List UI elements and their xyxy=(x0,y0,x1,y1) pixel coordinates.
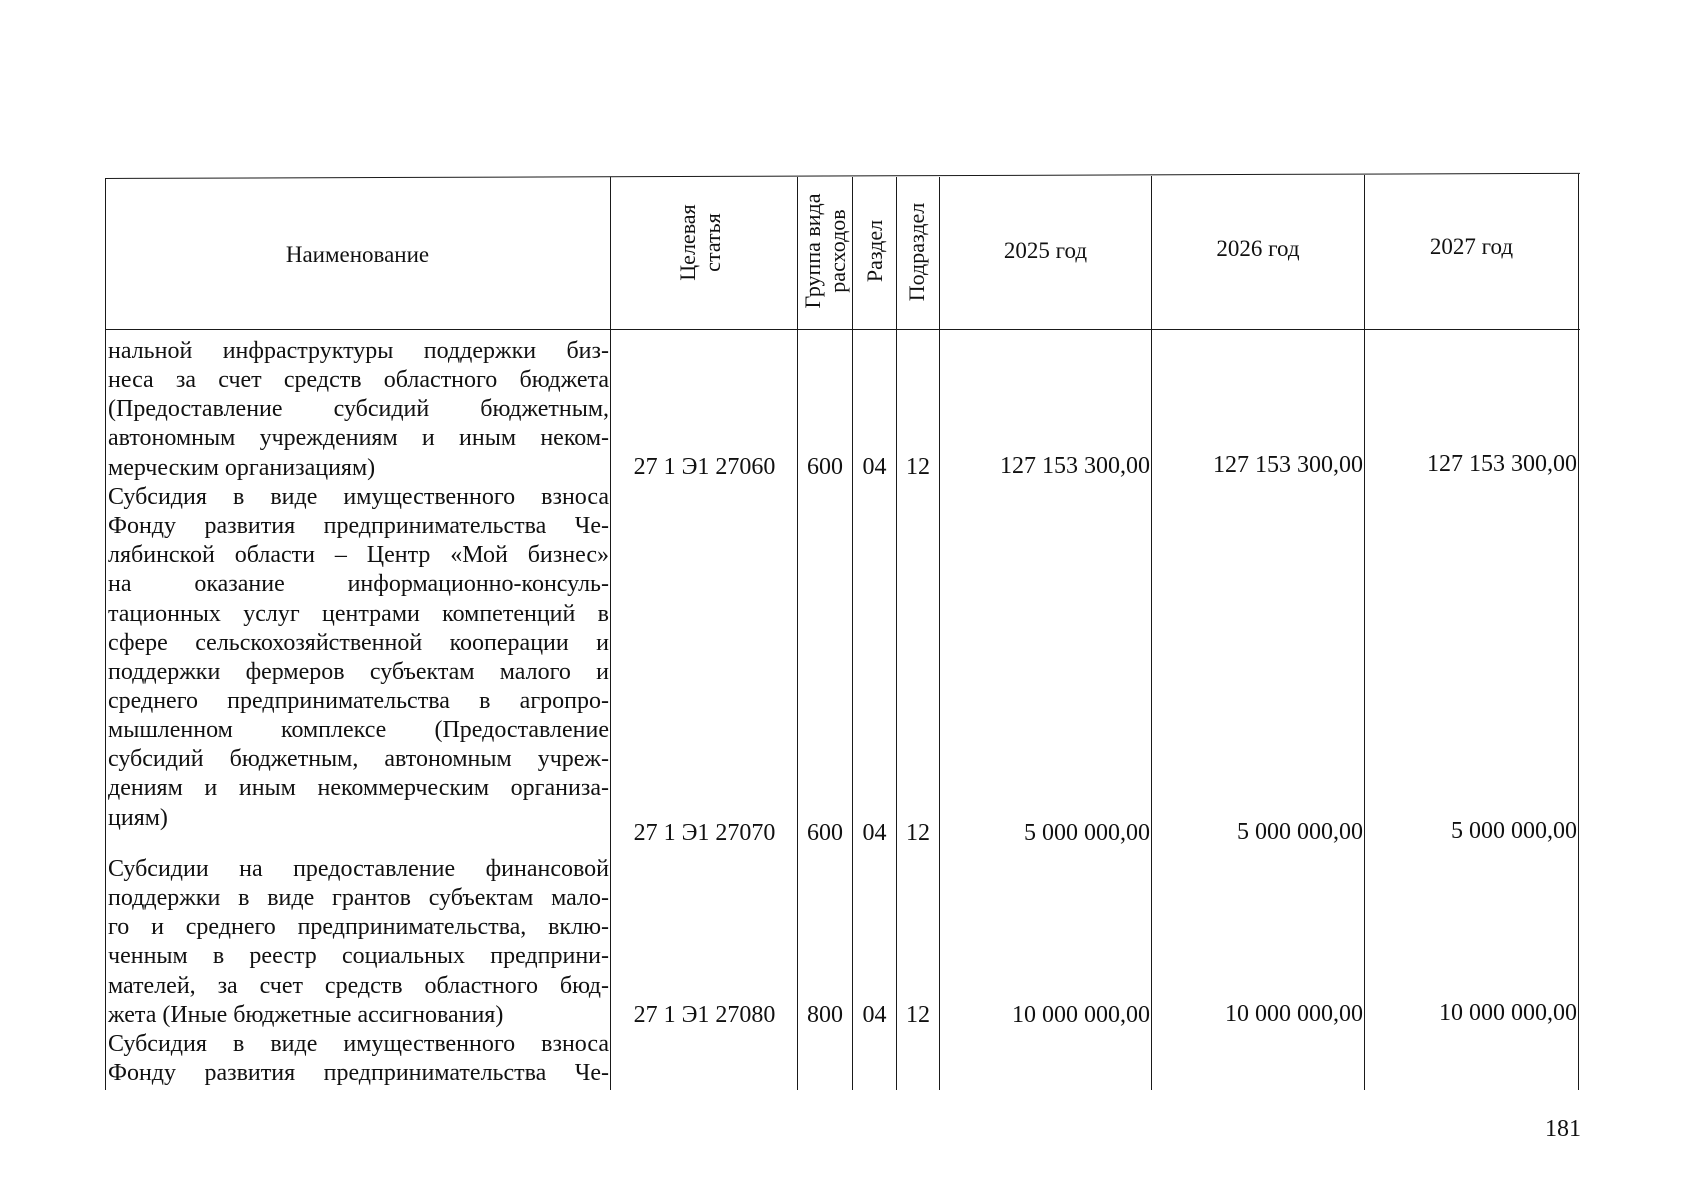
col-divider-group xyxy=(852,177,853,1090)
col-divider-section xyxy=(896,177,897,1090)
row-2-line-8: среднего предпринимательства в агропро- xyxy=(108,687,609,714)
row-1-line-3: (Предоставление субсидий бюджетным, xyxy=(108,396,609,423)
col-divider-2026 xyxy=(1364,175,1365,1090)
row-2-line-6: сфере сельскохозяйственной кооперации и xyxy=(108,629,609,656)
row-1-group: 600 xyxy=(807,454,843,480)
row-3-line-1: Субсидии на предоставление финансовой xyxy=(108,856,609,882)
row-2-line-7: поддержки фермеров субъектам малого и xyxy=(108,658,609,685)
row-2-line-10: субсидий бюджетным, автономным учреж- xyxy=(108,746,609,773)
row-2-value-2026: 5 000 000,00 xyxy=(1237,819,1363,845)
row-3-value-2027: 10 000 000,00 xyxy=(1439,1000,1577,1026)
row-3-line-5: мателей, за счет средств областного бюд- xyxy=(108,972,609,999)
row-3-section: 04 xyxy=(862,1002,887,1028)
row-2-line-12: циям) xyxy=(108,804,168,831)
row-2-group: 600 xyxy=(807,820,843,846)
row-3-value-2025: 10 000 000,00 xyxy=(1012,1002,1150,1028)
header-target-article-line2: статья xyxy=(700,213,725,272)
row-4-description xyxy=(108,1030,609,1088)
row-2-description xyxy=(108,483,609,833)
row-2-subsection: 12 xyxy=(906,820,930,846)
header-name: Наименование xyxy=(285,242,430,267)
row-1-description xyxy=(108,337,609,483)
row-3-line-3: го и среднего предпринимательства, вклю- xyxy=(108,914,609,941)
row-1-line-5: мерческим организациям) xyxy=(108,454,376,481)
table-right-border xyxy=(1578,174,1579,1090)
row-1-value-2027: 127 153 300,00 xyxy=(1427,451,1577,477)
row-2-line-9: мышленном комплексе (Предоставление xyxy=(108,717,609,744)
row-2-section: 04 xyxy=(862,820,887,846)
row-3-description xyxy=(108,855,609,1030)
row-1-subsection: 12 xyxy=(906,454,930,480)
header-year-2027: 2027 год xyxy=(1429,234,1514,259)
header-subsection: Подраздел xyxy=(904,202,929,302)
row-2-line-2: Фонду развития предпринимательства Че- xyxy=(108,513,609,540)
row-4-line-1: Субсидия в виде имущественного взноса xyxy=(108,1031,609,1057)
row-2-line-1: Субсидия в виде имущественного взноса xyxy=(108,484,609,510)
header-expense-group-line2: расходов xyxy=(825,209,850,293)
row-2-line-5: тационных услуг центрами компетенций в xyxy=(108,600,609,627)
header-year-2025: 2025 год xyxy=(1003,238,1088,263)
row-2-line-11: дениям и иным некоммерческим организа- xyxy=(108,775,609,802)
header-section: Раздел xyxy=(862,219,887,283)
row-4-line-2: Фонду развития предпринимательства Че- xyxy=(108,1060,609,1087)
page-number: 181 xyxy=(1545,1116,1581,1142)
header-expense-group xyxy=(800,176,850,326)
header-expense-group-line1: Группа вида xyxy=(800,193,825,309)
row-3-value-2026: 10 000 000,00 xyxy=(1225,1001,1363,1027)
row-3-group: 800 xyxy=(807,1002,843,1028)
row-1-line-1: нальной инфраструктуры поддержки биз- xyxy=(108,338,609,364)
col-divider-subsection xyxy=(939,177,940,1090)
row-2-value-2025: 5 000 000,00 xyxy=(1024,820,1150,846)
table-left-border xyxy=(105,178,106,1090)
row-1-line-4: автономным учреждениям и иным неком- xyxy=(108,425,609,452)
row-3-subsection: 12 xyxy=(906,1002,930,1028)
col-divider-code xyxy=(797,177,798,1090)
row-3-code: 27 1 Э1 27080 xyxy=(633,1002,776,1028)
row-3-line-4: ченным в реестр социальных предприни- xyxy=(108,943,609,970)
row-1-line-2: неса за счет средств областного бюджета xyxy=(108,367,609,394)
row-1-value-2025: 127 153 300,00 xyxy=(1000,453,1150,479)
header-target-article xyxy=(675,185,725,300)
row-2-value-2027: 5 000 000,00 xyxy=(1451,818,1577,844)
row-3-line-2: поддержки в виде грантов субъектам мало- xyxy=(108,885,609,912)
col-divider-2025 xyxy=(1151,176,1152,1090)
header-year-2026: 2026 год xyxy=(1216,236,1300,261)
header-target-article-line1: Целевая xyxy=(675,204,700,281)
col-divider-name xyxy=(610,177,611,1090)
row-3-line-6: жета (Иные бюджетные ассигнования) xyxy=(108,1001,504,1028)
row-2-line-3: лябинской области – Центр «Мой бизнес» xyxy=(108,542,609,569)
header-bottom-border xyxy=(105,329,1580,330)
row-1-value-2026: 127 153 300,00 xyxy=(1213,452,1363,478)
row-2-code: 27 1 Э1 27070 xyxy=(633,820,776,846)
row-2-line-4: на оказание информационно-консуль- xyxy=(108,571,609,598)
row-1-code: 27 1 Э1 27060 xyxy=(633,454,776,480)
row-1-section: 04 xyxy=(862,454,887,480)
